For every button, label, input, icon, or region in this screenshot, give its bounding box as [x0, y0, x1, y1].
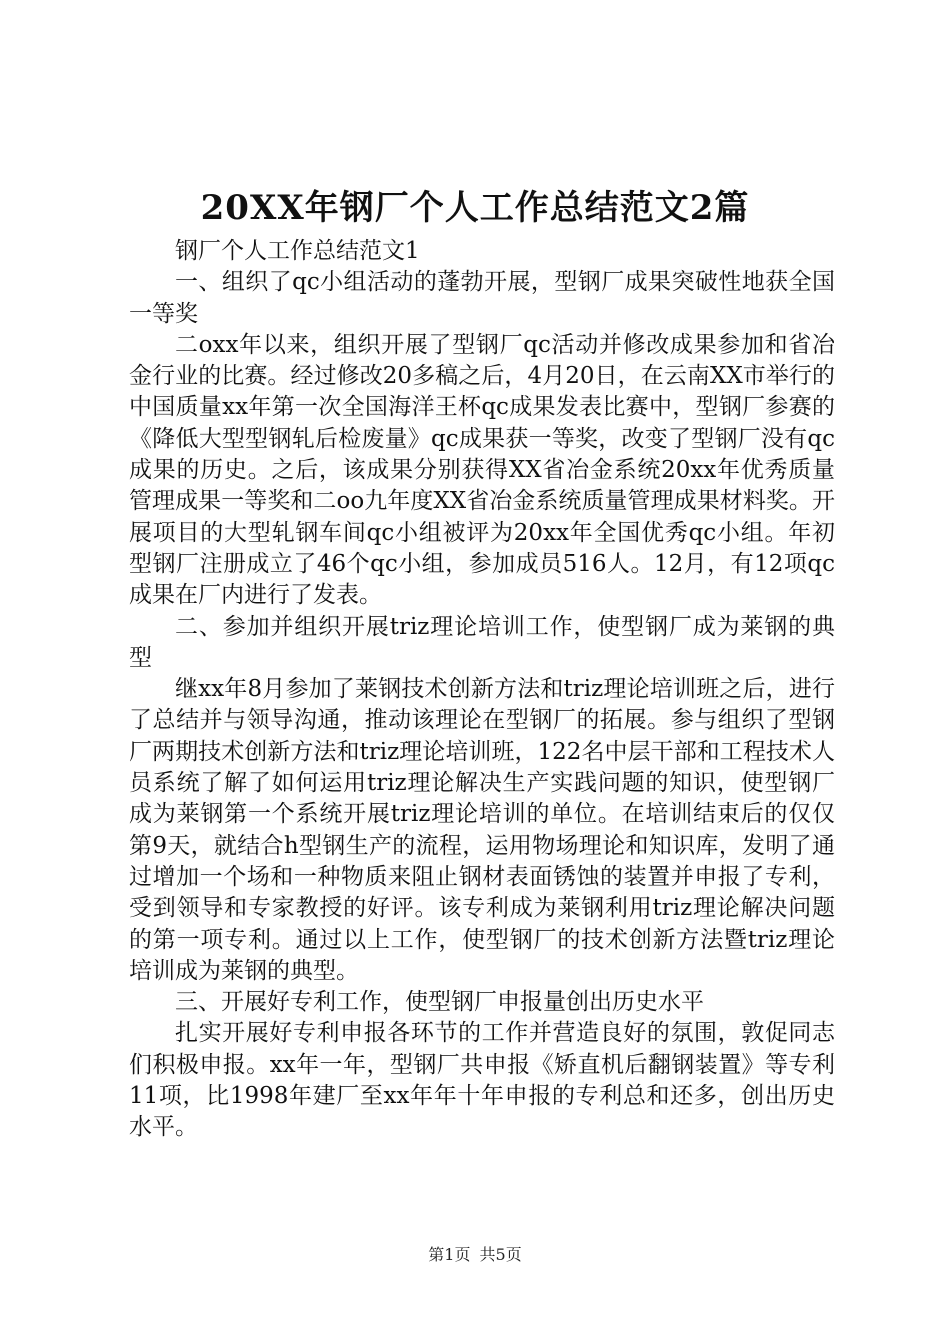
- section-heading-sample-1: 钢厂个人工作总结范文1: [175, 238, 420, 264]
- section-heading-triz: 二、参加并组织开展triz理论培训工作，使型钢厂成为莱钢的典型: [129, 613, 835, 671]
- paragraph-patent-details: 扎实开展好专利申报各环节的工作并营造良好的氛围，敦促同志们积极申报。xx年一年，型钢厂共申报《矫直机后翻钢装置》等专利11项，比1998年建厂至xx年年十年申报的专利总和还多，创出历史水平。: [129, 1020, 835, 1141]
- section-heading-qc: 一、组织了qc小组活动的蓬勃开展，型钢厂成果突破性地获全国一等奖: [129, 269, 835, 327]
- paragraph-triz-details: 继xx年8月参加了莱钢技术创新方法和triz理论培训班之后，进行了总结并与领导沟通，推动该理论在型钢厂的拓展。参与组织了型钢厂两期技术创新方法和triz理论培训班，122名中层干部和工程技术人员系统了解了如何运用triz理论解决生产实践问题的知识，使型钢厂成为莱钢第一个系统开展triz理论培训的单位。在培训结束后的仅仅第9天，就结合h型钢生产的流程，运用物场理论和知识库，发明了通过增加一个场和一种物质来阻止钢材表面锈蚀的装置并申报了专利，受到领导和专家教授的好评。该专利成为莱钢利用triz理论解决问题的第一项专利。通过以上工作，使型钢厂的技术创新方法暨triz理论培训成为莱钢的典型。: [129, 676, 835, 984]
- paragraph-qc-details: 二oxx年以来，组织开展了型钢厂qc活动并修改成果参加和省冶金行业的比赛。经过修改20多稿之后，4月20日，在云南XX市举行的中国质量xx年第一次全国海洋王杯qc成果发表比赛中，型钢厂参赛的《降低大型型钢轧后检废量》qc成果获一等奖，改变了型钢厂没有qc成果的历史。之后，该成果分别获得XX省冶金系统20xx年优秀质量管理成果一等奖和二oo九年度XX省冶金系统质量管理成果材料奖。开展项目的大型轧钢车间qc小组被评为20xx年全国优秀qc小组。年初型钢厂注册成立了46个qc小组，参加成员516人。12月，有12项qc成果在厂内进行了发表。: [129, 331, 835, 609]
- page-footer: [0, 1244, 950, 1266]
- document-body: [129, 236, 835, 1144]
- page-total: 共5页: [479, 1245, 522, 1264]
- page-number: 第1页: [428, 1245, 471, 1264]
- document-title: 20XX年钢厂个人工作总结范文2篇: [200, 188, 750, 228]
- section-heading-patent: 三、开展好专利工作，使型钢厂申报量创出历史水平: [175, 989, 704, 1016]
